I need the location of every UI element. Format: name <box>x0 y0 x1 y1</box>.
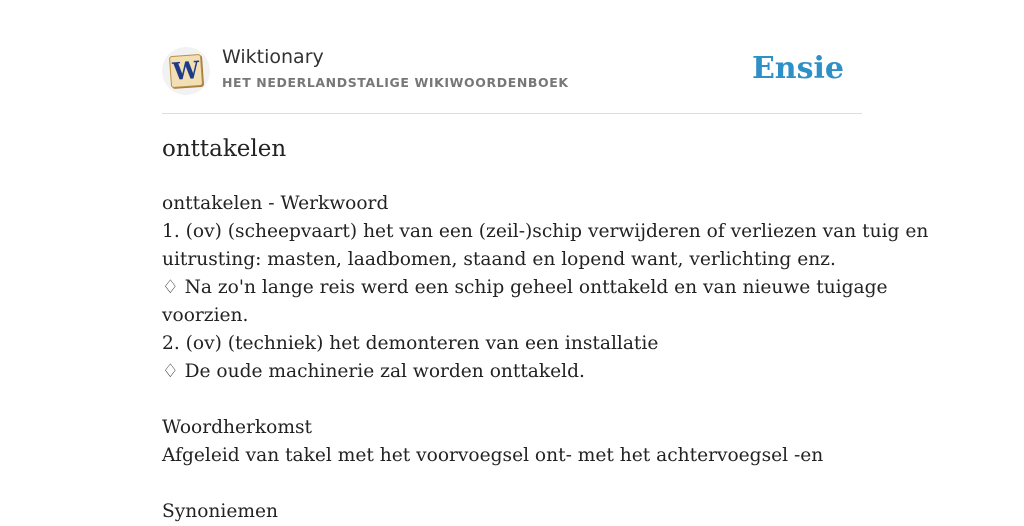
definition-1-line-1: 1. (ov) (scheepvaart) het van een (zeil-)schip verwijderen of verliezen van tuig en <box>162 221 929 242</box>
spacer <box>162 386 867 414</box>
headword-line: onttakelen - Werkwoord <box>162 193 389 214</box>
etymology-heading: Woordherkomst <box>162 417 313 438</box>
wiktionary-logo-icon[interactable] <box>162 47 210 95</box>
ensie-brand-link[interactable]: Ensie <box>751 51 844 86</box>
site-tagline: HET NEDERLANDSTALIGE WIKIWOORDENBOEK <box>222 75 569 90</box>
definition-2-line-1: 2. (ov) (techniek) het demonteren van een installatie <box>162 333 659 354</box>
definition-2-example-line-1: ♢ De oude machinerie zal worden onttakeld. <box>162 361 585 382</box>
page-title: onttakelen <box>162 136 287 162</box>
logo-tile <box>169 54 203 88</box>
site-name[interactable]: Wiktionary <box>222 46 324 68</box>
synonyms-heading: Synoniemen <box>162 501 278 522</box>
logo-letter: W <box>171 55 201 86</box>
site-header <box>162 46 862 96</box>
definition-1-example-line-1: ♢ Na zo'n lange reis werd een schip geheel onttakeld en van nieuwe tuigage <box>162 277 888 298</box>
etymology-text: Afgeleid van takel met het voorvoegsel ont- met het achtervoegsel -en <box>162 445 824 466</box>
definition-1-example-line-2: voorzien. <box>162 305 249 326</box>
entry-content <box>162 190 929 526</box>
definition-1-line-2: uitrusting: masten, laadbomen, staand en lopend want, verlichting enz. <box>162 249 836 270</box>
header-divider <box>162 113 862 114</box>
spacer <box>162 470 867 498</box>
